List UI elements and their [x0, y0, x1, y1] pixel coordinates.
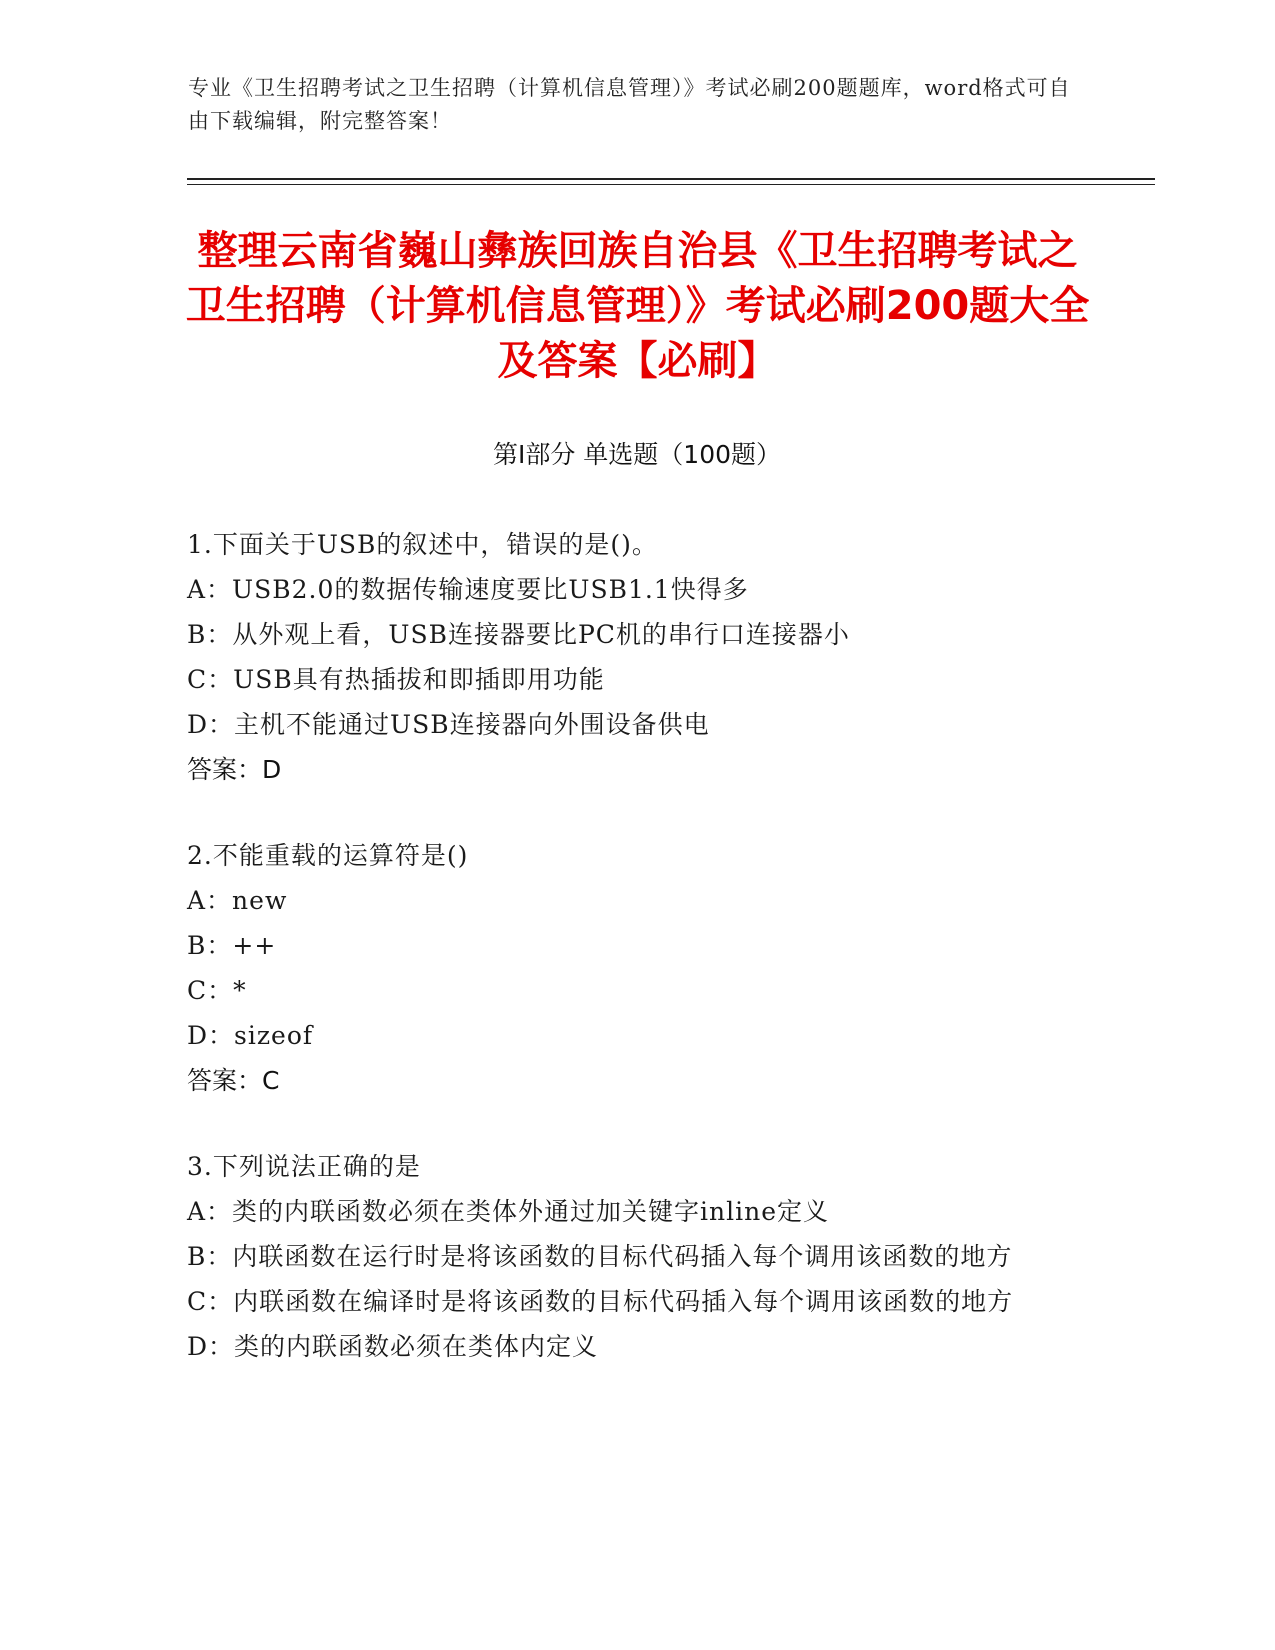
- option-d: D：sizeof: [187, 1021, 314, 1050]
- header-divider-thin: [187, 184, 1155, 185]
- option-b: B：++: [187, 931, 277, 960]
- question-1: [187, 522, 1072, 792]
- option-c: C：内联函数在编译时是将该函数的目标代码插入每个调用该函数的地方: [187, 1287, 1014, 1316]
- header-note: 专业《卫生招聘考试之卫生招聘（计算机信息管理）》考试必刷200题题库，word格式可自由下载编辑，附完整答案！: [188, 76, 1071, 133]
- option-d: D：主机不能通过USB连接器向外围设备供电: [187, 710, 710, 739]
- option-c: C：USB具有热插拔和即插即用功能: [187, 665, 605, 694]
- section-heading: 第Ⅰ部分 单选题（100题）: [492, 440, 782, 469]
- option-a: A：new: [187, 886, 288, 915]
- answer-line: 答案：D: [187, 755, 282, 784]
- option-d: D：类的内联函数必须在类体内定义: [187, 1332, 599, 1361]
- question-stem: 1.下面关于USB的叙述中，错误的是()。: [187, 530, 658, 559]
- question-stem: 3.下列说法正确的是: [187, 1152, 421, 1181]
- question-3: [187, 1144, 1072, 1369]
- document-title: 整理云南省巍山彝族回族自治县《卫生招聘考试之卫生招聘（计算机信息管理）》考试必刷200题大全及答案【必刷】: [185, 228, 1090, 384]
- option-c: C：*: [187, 976, 247, 1005]
- question-stem: 2.不能重载的运算符是(): [187, 841, 469, 870]
- option-a: A：类的内联函数必须在类体外通过加关键字inline定义: [187, 1197, 830, 1226]
- header-divider-thick: [187, 178, 1155, 180]
- answer-line: 答案：C: [187, 1066, 280, 1095]
- question-list: [187, 522, 1072, 1410]
- option-b: B：从外观上看，USB连接器要比PC机的串行口连接器小: [187, 620, 850, 649]
- option-b: B：内联函数在运行时是将该函数的目标代码插入每个调用该函数的地方: [187, 1242, 1013, 1271]
- option-a: A：USB2.0的数据传输速度要比USB1.1快得多: [187, 575, 749, 604]
- question-2: [187, 833, 1072, 1103]
